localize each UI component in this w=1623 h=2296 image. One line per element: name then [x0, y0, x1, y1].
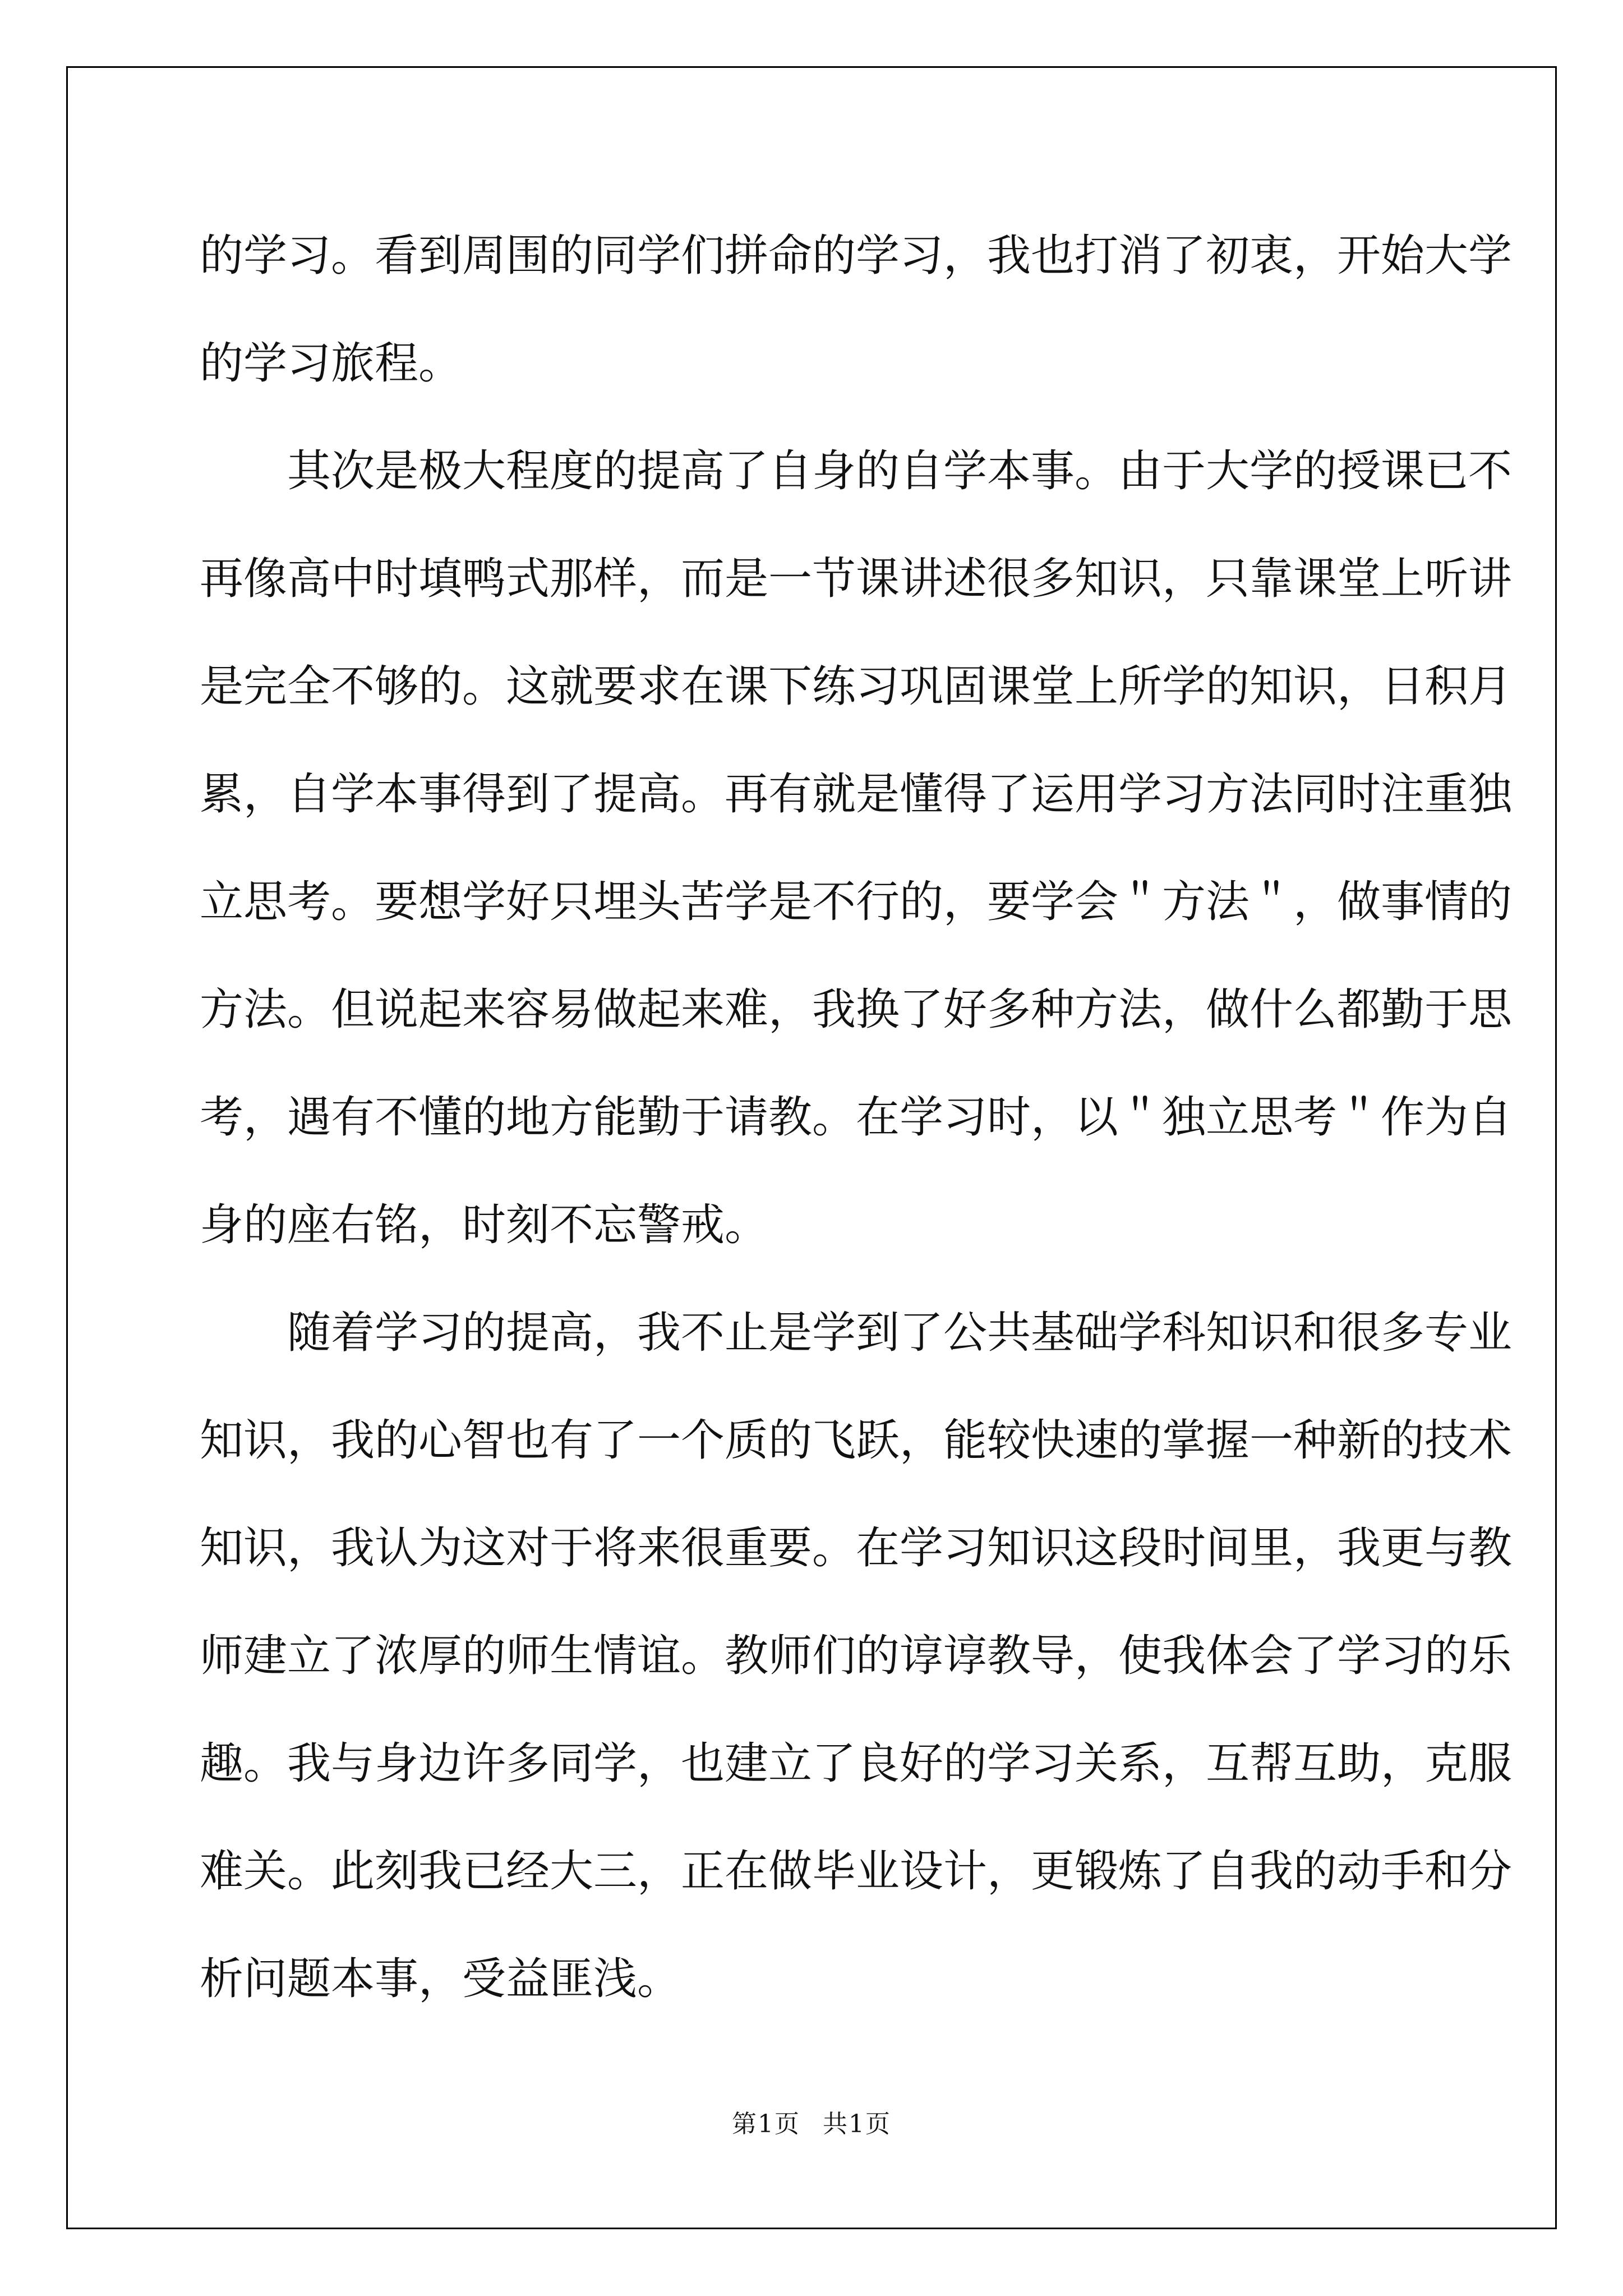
- text-line: 累，自学本事得到了提高。再有就是懂得了运用学习方法同时注重独: [200, 769, 1513, 820]
- page-total: 共1页: [823, 2110, 891, 2138]
- text-line: 难关。此刻我已经大三，正在做毕业设计，更锻炼了自我的动手和分: [200, 1846, 1513, 1897]
- text-line: 是完全不够的。这就要求在课下练习巩固课堂上所学的知识，日积月: [200, 661, 1513, 712]
- text-line: 考，遇有不懂的地方能勤于请教。在学习时，以＂独立思考＂作为自: [200, 1092, 1513, 1143]
- text-line: 知识，我的心智也有了一个质的飞跃，能较快速的掌握一种新的技术: [200, 1415, 1513, 1466]
- paragraph-1: [200, 202, 1513, 417]
- paragraph-2: [200, 417, 1513, 1279]
- paragraph-3: [200, 1279, 1513, 2033]
- text-line: 立思考。要想学好只埋头苦学是不行的，要学会＂方法＂，做事情的: [200, 877, 1513, 927]
- page-number: 第1页: [732, 2110, 800, 2138]
- text-line: 随着学习的提高，我不止是学到了公共基础学科知识和很多专业: [287, 1308, 1513, 1358]
- text-line: 的学习。看到周围的同学们拼命的学习，我也打消了初衷，开始大学: [200, 231, 1513, 281]
- document-body: [200, 202, 1513, 2033]
- text-line: 身的座右铭，时刻不忘警戒。: [200, 1200, 769, 1250]
- text-line: 知识，我认为这对于将来很重要。在学习知识这段时间里，我更与教: [200, 1523, 1513, 1573]
- text-line: 的学习旅程。: [200, 338, 463, 389]
- text-line: 析问题本事，受益匪浅。: [200, 1954, 681, 2004]
- page-footer: [0, 2104, 1623, 2139]
- text-line: 其次是极大程度的提高了自身的自学本事。由于大学的授课已不: [287, 446, 1513, 496]
- text-line: 再像高中时填鸭式那样，而是一节课讲述很多知识，只靠课堂上听讲: [200, 554, 1513, 604]
- text-line: 趣。我与身边许多同学，也建立了良好的学习关系，互帮互助，克服: [200, 1738, 1513, 1789]
- text-line: 师建立了浓厚的师生情谊。教师们的谆谆教导，使我体会了学习的乐: [200, 1631, 1513, 1681]
- text-line: 方法。但说起来容易做起来难，我换了好多种方法，做什么都勤于思: [200, 984, 1513, 1035]
